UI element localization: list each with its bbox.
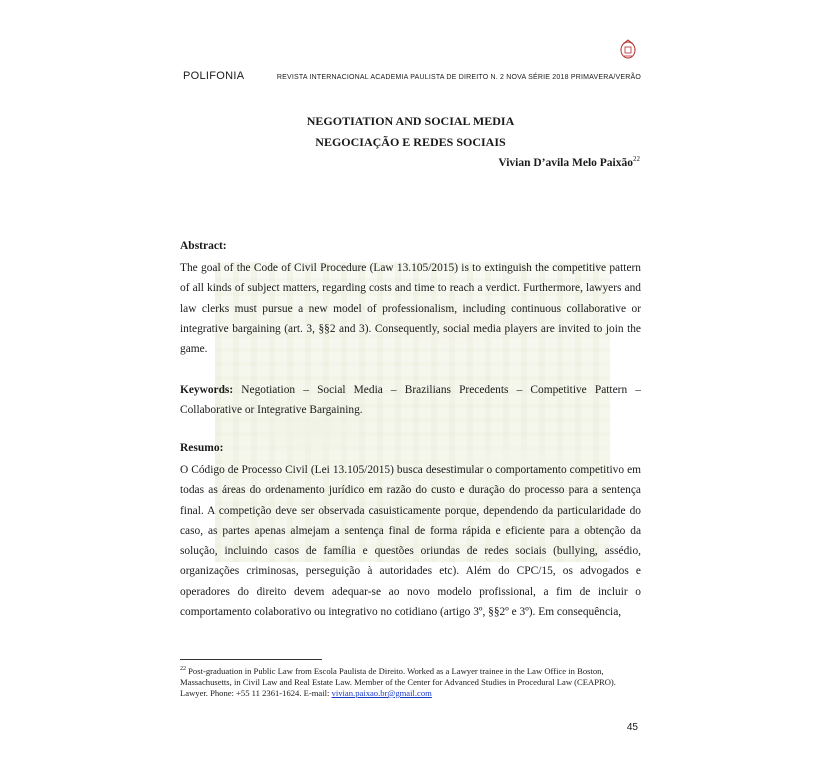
footnote-text: Post-graduation in Public Law from Escola Paulista de Direito. Worked as a Lawyer trainee in the Law Office in Boston, Massachusetts, in Civil Law and Real Estate Law. Member of the Center for Advanced Studies in Procedural Law (CEAPRO). Lawyer. Phone: +55 11 2361-1624. E-mail: [180,665,616,698]
abstract-text [180,258,641,359]
author-name: Vivian D’avila Melo Paixão [498,156,633,169]
page-number: 45 [626,722,638,733]
footnote-divider [180,659,322,660]
abstract-heading: Abstract: [180,240,227,252]
academy-seal-icon [618,38,638,60]
journal-name: POLIFONIA [183,70,245,82]
author-footnote-ref: 22 [633,155,640,163]
resumo-text [180,460,641,622]
article-title-english: NEGOTIATION AND SOCIAL MEDIA [306,114,515,128]
abstract-paragraph: The goal of the Code of Civil Procedure (Law 13.105/2015) is to extinguish the competitive pattern of all kinds of subject matters, regarding costs and time to reach a verdict. Furthermore, lawyers and law clerks must pursue a new model of professionalism, including continuous collaborative or integrative bargaining (art. 3, §§2 and 3). Consequently, social media players are invited to join the game. [180,262,641,356]
author-line [498,155,640,169]
resumo-heading: Resumo: [180,442,224,454]
journal-info: REVISTA INTERNACIONAL ACADEMIA PAULISTA DE DIREITO N. 2 NOVA SÉRIE 2018 PRIMAVERA/VERÃO [276,74,641,81]
footnote-email-link[interactable]: vivian.paixao.br@gmail.com [331,687,432,698]
resumo-paragraph: O Código de Processo Civil (Lei 13.105/2015) busca desestimular o comportamento competitivo em todas as áreas do ordenamento jurídico em razão do custo e duração do processo para a sentença final. A competição deve ser observada casuisticamente porque, dependendo da particularidade do caso, as partes apenas almejam a sentença final de forma rápida e eficiente para a obtenção da solução, incluindo casos de família e questões oriundas de redes sociais (bullying, assédio, organizações criminosas, perseguição à autoridades etc). Além do CPC/15, os advogados e operadores do direito devem adequar-se ao novo modelo profissional, a fim de incluir o comportamento colaborativo ou integrativo no cotidiano (artigo 3º, §§2º e 3º). Em consequência, [180,464,641,619]
running-header [183,70,641,82]
keywords-label: Keywords: [180,384,234,396]
article-title-portuguese: NEGOCIAÇÃO E REDES SOCIAIS [315,135,506,149]
footnote [180,664,641,699]
keywords-text: Negotiation – Social Media – Brazilians Precedents – Competitive Pattern – Collaborative or Integrative Bargaining. [180,384,641,417]
footnote-number: 22 [180,666,186,672]
keywords-block [180,380,641,421]
